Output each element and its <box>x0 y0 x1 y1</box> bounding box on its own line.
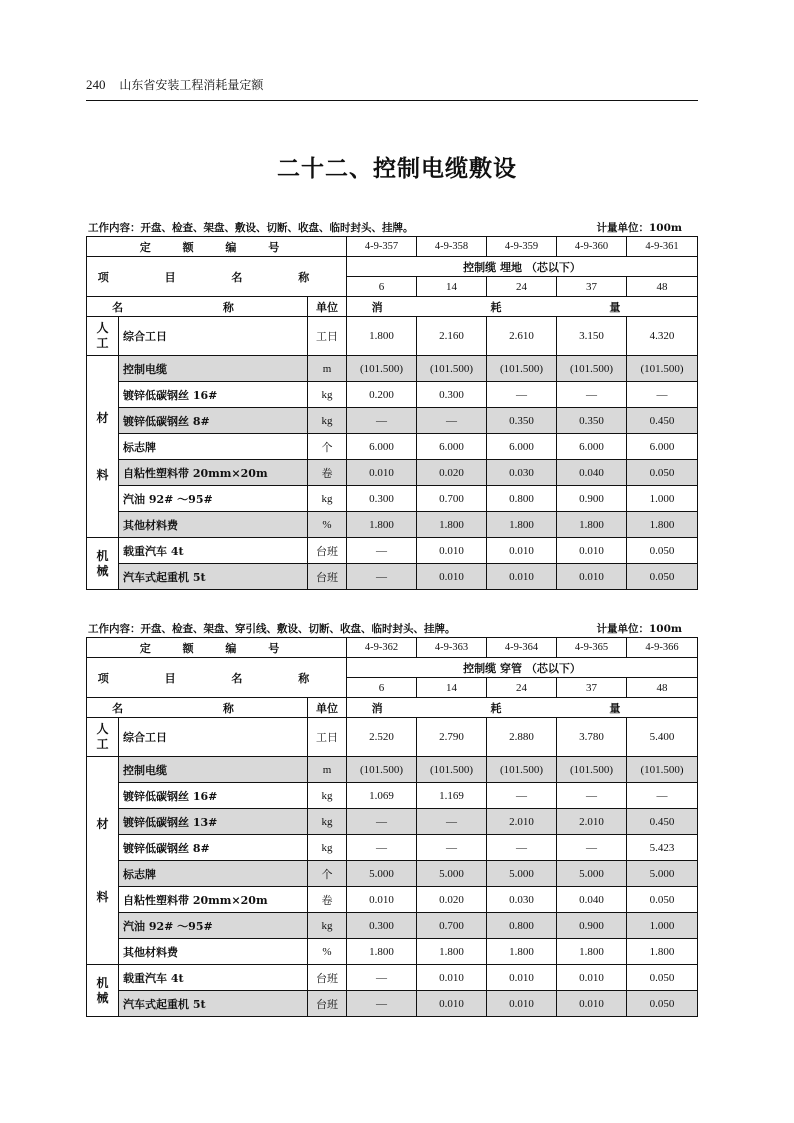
item-value: (101.500) <box>627 757 698 783</box>
item-value: 0.040 <box>557 460 627 486</box>
consumption-header: 消 耗 量 <box>347 698 698 718</box>
category-material-char-2: 料 <box>96 467 109 482</box>
item-name: 镀锌低碳钢丝 8# <box>119 408 308 434</box>
category-labor: 人工 <box>87 317 119 356</box>
consumption-header: 消 耗 量 <box>347 297 698 317</box>
quota-item-row <box>87 538 698 564</box>
item-name-label: 项 目 名 称 <box>87 257 347 297</box>
header-rule <box>86 100 698 101</box>
column-header-row <box>87 297 698 317</box>
item-unit: m <box>308 757 347 783</box>
item-value: 0.010 <box>557 564 627 590</box>
item-value: 0.900 <box>557 913 627 939</box>
item-unit: 工日 <box>308 718 347 757</box>
quota-item-row <box>87 783 698 809</box>
item-value: — <box>557 783 627 809</box>
item-value: 0.010 <box>417 538 487 564</box>
item-name: 标志牌 <box>119 861 308 887</box>
core-count: 14 <box>417 678 487 698</box>
item-value: 6.000 <box>417 434 487 460</box>
unit-note-2: 计量单位：100m <box>596 623 682 635</box>
item-value: (101.500) <box>487 757 557 783</box>
item-value: 1.800 <box>417 939 487 965</box>
subtitle-row <box>87 658 698 678</box>
quota-item-row <box>87 486 698 512</box>
page-number: 240 <box>86 77 106 92</box>
item-value: 0.010 <box>487 991 557 1017</box>
unit-note-1: 计量单位：100m <box>596 222 682 234</box>
item-value: — <box>347 991 417 1017</box>
item-value: 2.880 <box>487 718 557 757</box>
item-value: — <box>347 408 417 434</box>
item-value: 0.900 <box>557 486 627 512</box>
name-header: 名 称 <box>87 297 308 317</box>
item-unit: 卷 <box>308 460 347 486</box>
quota-item-row <box>87 809 698 835</box>
item-value: 1.069 <box>347 783 417 809</box>
quota-item-row <box>87 913 698 939</box>
item-value: 0.010 <box>557 991 627 1017</box>
item-name: 综合工日 <box>119 718 308 757</box>
quota-code: 4-9-362 <box>347 638 417 658</box>
quota-code-label: 定 额 编 号 <box>87 638 347 658</box>
item-value: 6.000 <box>627 434 698 460</box>
item-value: 0.010 <box>347 460 417 486</box>
item-value: 6.000 <box>557 434 627 460</box>
work-content-1: 工作内容：开盘、检查、架盘、敷设、切断、收盘、临时封头、挂牌。 <box>88 222 414 234</box>
item-value: — <box>347 809 417 835</box>
item-value: 0.010 <box>417 965 487 991</box>
item-value: 1.800 <box>347 317 417 356</box>
item-value: 0.010 <box>417 991 487 1017</box>
quota-item-row <box>87 835 698 861</box>
item-name: 载重汽车 4t <box>119 538 308 564</box>
item-value: 0.050 <box>627 887 698 913</box>
unit-header: 单位 <box>308 698 347 718</box>
item-value: — <box>417 835 487 861</box>
item-value: 0.010 <box>487 965 557 991</box>
item-value: 5.423 <box>627 835 698 861</box>
item-value: 5.000 <box>347 861 417 887</box>
quota-table-1 <box>86 236 698 590</box>
work-content-2: 工作内容：开盘、检查、架盘、穿引线、敷设、切断、收盘、临时封头、挂牌。 <box>88 623 456 635</box>
item-unit: kg <box>308 408 347 434</box>
item-unit: kg <box>308 783 347 809</box>
category-machine: 机械 <box>87 538 119 590</box>
item-unit: % <box>308 939 347 965</box>
quota-code: 4-9-360 <box>557 237 627 257</box>
quota-code: 4-9-357 <box>347 237 417 257</box>
quota-item-row <box>87 965 698 991</box>
column-header-row <box>87 698 698 718</box>
quota-item-row <box>87 887 698 913</box>
quota-code: 4-9-364 <box>487 638 557 658</box>
item-value: 0.010 <box>557 538 627 564</box>
item-value: 0.030 <box>487 460 557 486</box>
core-count: 14 <box>417 277 487 297</box>
quota-code: 4-9-359 <box>487 237 557 257</box>
item-value: (101.500) <box>347 356 417 382</box>
item-value: 1.800 <box>557 512 627 538</box>
item-value: 0.050 <box>627 564 698 590</box>
section-title: 二十二、控制电缆敷设 <box>277 155 517 182</box>
item-name: 其他材料费 <box>119 939 308 965</box>
quota-code: 4-9-366 <box>627 638 698 658</box>
item-value: 2.010 <box>487 809 557 835</box>
item-value: 1.000 <box>627 486 698 512</box>
quota-code: 4-9-361 <box>627 237 698 257</box>
item-value: 4.320 <box>627 317 698 356</box>
code-row <box>87 237 698 257</box>
quota-item-row <box>87 939 698 965</box>
item-value: — <box>487 835 557 861</box>
item-unit: 个 <box>308 861 347 887</box>
item-name: 标志牌 <box>119 434 308 460</box>
item-unit: % <box>308 512 347 538</box>
item-value: 2.160 <box>417 317 487 356</box>
item-value: 0.350 <box>487 408 557 434</box>
item-name: 综合工日 <box>119 317 308 356</box>
item-value: 6.000 <box>347 434 417 460</box>
item-value: — <box>627 783 698 809</box>
item-value: (101.500) <box>557 356 627 382</box>
quota-table-2 <box>86 637 698 1017</box>
item-value: 0.800 <box>487 486 557 512</box>
item-value: 0.050 <box>627 965 698 991</box>
item-value: 1.800 <box>557 939 627 965</box>
item-unit: 台班 <box>308 965 347 991</box>
item-unit: kg <box>308 913 347 939</box>
item-unit: 工日 <box>308 317 347 356</box>
item-value: 3.780 <box>557 718 627 757</box>
item-name: 自粘性塑料带 20mm×20m <box>119 460 308 486</box>
item-value: 0.010 <box>557 965 627 991</box>
table-subtitle: 控制缆 穿管 （芯以下） <box>347 658 698 678</box>
item-value: 2.010 <box>557 809 627 835</box>
item-value: — <box>627 382 698 408</box>
code-row <box>87 638 698 658</box>
quota-item-row <box>87 757 698 783</box>
quota-item-row <box>87 460 698 486</box>
item-value: 0.800 <box>487 913 557 939</box>
category-material <box>87 757 119 965</box>
item-value: 1.169 <box>417 783 487 809</box>
item-value: 0.450 <box>627 809 698 835</box>
item-value: 0.300 <box>417 382 487 408</box>
item-name: 汽油 92# ～95# <box>119 486 308 512</box>
unit-header: 单位 <box>308 297 347 317</box>
item-value: — <box>347 835 417 861</box>
name-header: 名 称 <box>87 698 308 718</box>
category-material <box>87 356 119 538</box>
category-material-char-1: 材 <box>96 816 109 831</box>
item-unit: kg <box>308 835 347 861</box>
item-value: 5.000 <box>627 861 698 887</box>
item-name: 镀锌低碳钢丝 16# <box>119 382 308 408</box>
category-machine: 机械 <box>87 965 119 1017</box>
item-value: — <box>487 783 557 809</box>
item-value: 5.000 <box>487 861 557 887</box>
item-value: 0.700 <box>417 913 487 939</box>
item-unit: 卷 <box>308 887 347 913</box>
item-value: 0.010 <box>417 564 487 590</box>
item-value: 0.050 <box>627 460 698 486</box>
item-unit: 台班 <box>308 564 347 590</box>
item-value: 6.000 <box>487 434 557 460</box>
table-subtitle: 控制缆 埋地 （芯以下） <box>347 257 698 277</box>
item-value: 1.800 <box>347 939 417 965</box>
quota-item-row <box>87 356 698 382</box>
quota-code-label: 定 额 编 号 <box>87 237 347 257</box>
item-value: — <box>417 408 487 434</box>
item-value: 2.610 <box>487 317 557 356</box>
quota-item-row <box>87 317 698 356</box>
quota-item-row <box>87 564 698 590</box>
core-count: 24 <box>487 277 557 297</box>
item-value: 1.800 <box>627 939 698 965</box>
item-unit: m <box>308 356 347 382</box>
item-value: 0.040 <box>557 887 627 913</box>
item-value: 0.010 <box>487 538 557 564</box>
item-name: 自粘性塑料带 20mm×20m <box>119 887 308 913</box>
quota-item-row <box>87 408 698 434</box>
item-value: 1.800 <box>627 512 698 538</box>
item-name: 镀锌低碳钢丝 13# <box>119 809 308 835</box>
quota-code: 4-9-365 <box>557 638 627 658</box>
item-value: 2.790 <box>417 718 487 757</box>
core-count: 37 <box>557 678 627 698</box>
item-value: 0.300 <box>347 486 417 512</box>
item-unit: kg <box>308 382 347 408</box>
item-unit: kg <box>308 809 347 835</box>
item-value: 1.800 <box>487 939 557 965</box>
item-value: 0.300 <box>347 913 417 939</box>
item-name: 汽车式起重机 5t <box>119 991 308 1017</box>
quota-item-row <box>87 718 698 757</box>
item-value: — <box>347 538 417 564</box>
item-value: 1.800 <box>487 512 557 538</box>
item-value: (101.500) <box>487 356 557 382</box>
running-header <box>86 76 263 93</box>
quota-code: 4-9-358 <box>417 237 487 257</box>
subtitle-row <box>87 257 698 277</box>
item-value: 0.700 <box>417 486 487 512</box>
item-value: — <box>417 809 487 835</box>
item-value: 1.800 <box>417 512 487 538</box>
item-value: 0.010 <box>487 564 557 590</box>
item-value: (101.500) <box>347 757 417 783</box>
item-value: 5.000 <box>557 861 627 887</box>
item-value: 5.000 <box>417 861 487 887</box>
item-value: 3.150 <box>557 317 627 356</box>
core-count: 6 <box>347 277 417 297</box>
item-value: — <box>347 564 417 590</box>
item-name: 汽车式起重机 5t <box>119 564 308 590</box>
item-unit: 个 <box>308 434 347 460</box>
item-name: 其他材料费 <box>119 512 308 538</box>
item-value: 0.020 <box>417 887 487 913</box>
item-value: 1.000 <box>627 913 698 939</box>
item-value: (101.500) <box>627 356 698 382</box>
item-value: 0.450 <box>627 408 698 434</box>
quota-item-row <box>87 382 698 408</box>
item-unit: 台班 <box>308 991 347 1017</box>
item-value: 5.400 <box>627 718 698 757</box>
quota-code: 4-9-363 <box>417 638 487 658</box>
item-value: — <box>347 965 417 991</box>
item-unit: kg <box>308 486 347 512</box>
category-material-char-2: 料 <box>96 889 109 904</box>
item-value: (101.500) <box>417 757 487 783</box>
item-value: — <box>557 382 627 408</box>
item-value: 0.050 <box>627 538 698 564</box>
core-count: 37 <box>557 277 627 297</box>
item-name: 镀锌低碳钢丝 16# <box>119 783 308 809</box>
category-labor: 人工 <box>87 718 119 757</box>
item-value: (101.500) <box>417 356 487 382</box>
item-value: — <box>557 835 627 861</box>
item-value: 1.800 <box>347 512 417 538</box>
core-count: 24 <box>487 678 557 698</box>
item-name: 汽油 92# ～95# <box>119 913 308 939</box>
item-value: (101.500) <box>557 757 627 783</box>
core-count: 48 <box>627 277 698 297</box>
item-name: 载重汽车 4t <box>119 965 308 991</box>
item-unit: 台班 <box>308 538 347 564</box>
item-value: — <box>487 382 557 408</box>
item-value: 0.350 <box>557 408 627 434</box>
book-title: 山东省安装工程消耗量定额 <box>119 78 264 92</box>
item-value: 0.200 <box>347 382 417 408</box>
item-name: 控制电缆 <box>119 757 308 783</box>
item-value: 0.030 <box>487 887 557 913</box>
item-name: 控制电缆 <box>119 356 308 382</box>
item-name-label: 项 目 名 称 <box>87 658 347 698</box>
item-name: 镀锌低碳钢丝 8# <box>119 835 308 861</box>
quota-item-row <box>87 861 698 887</box>
quota-item-row <box>87 434 698 460</box>
item-value: 0.010 <box>347 887 417 913</box>
item-value: 2.520 <box>347 718 417 757</box>
quota-item-row <box>87 512 698 538</box>
item-value: 0.050 <box>627 991 698 1017</box>
quota-item-row <box>87 991 698 1017</box>
category-material-char-1: 材 <box>96 410 109 425</box>
core-count: 48 <box>627 678 698 698</box>
item-value: 0.020 <box>417 460 487 486</box>
core-count: 6 <box>347 678 417 698</box>
